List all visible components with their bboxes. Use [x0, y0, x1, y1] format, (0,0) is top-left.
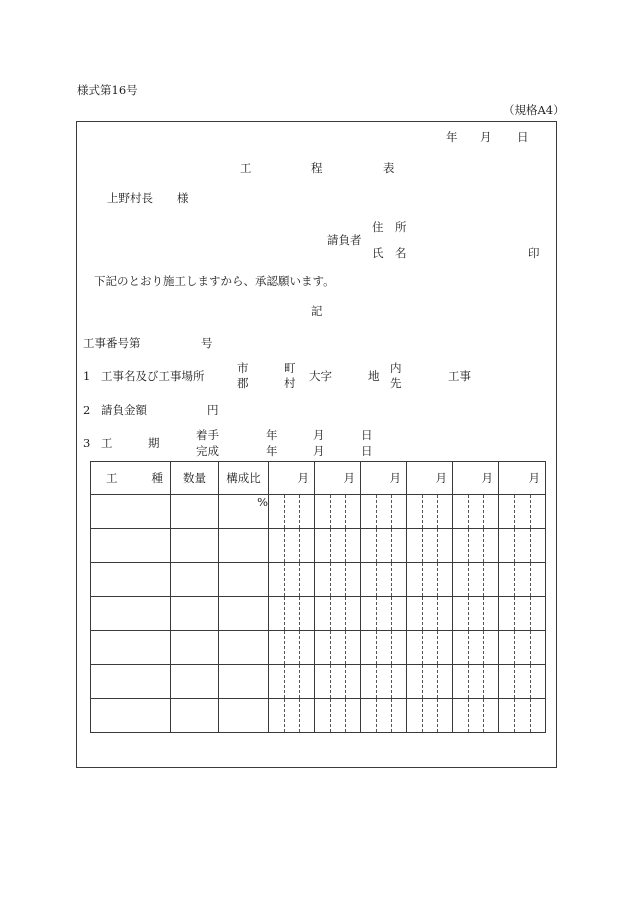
contractor-role-label: 請負者 [327, 233, 362, 247]
cell-month-5 [453, 495, 499, 529]
header-month-2: 月 [315, 462, 361, 495]
project-number-prefix: 工事番号第 [83, 336, 141, 350]
header-month-4: 月 [407, 462, 453, 495]
cell-ratio [219, 529, 269, 563]
header-ratio: 構成比 [219, 462, 269, 495]
form-number: 様式第16号 [77, 83, 138, 97]
item1-number: 1 [83, 369, 91, 383]
cell-month-1 [269, 665, 315, 699]
item3-completion-label: 完成 [196, 444, 219, 458]
header-work-type-char-1: 工 [106, 471, 118, 485]
cell-month-4 [407, 563, 453, 597]
cell-ratio [219, 699, 269, 733]
item3-label-2: 期 [148, 436, 160, 450]
cell-month-4 [407, 597, 453, 631]
cell-month-3 [361, 529, 407, 563]
cell-month-3 [361, 597, 407, 631]
cell-month-4 [407, 529, 453, 563]
cell-month-5 [453, 563, 499, 597]
item3-label-1: 工 [101, 436, 113, 450]
header-work-type-char-2: 種 [151, 471, 163, 485]
addressee-name: 上野村長 [107, 191, 153, 205]
cell-month-1 [269, 699, 315, 733]
header-month-5: 月 [453, 462, 499, 495]
cell-month-4 [407, 665, 453, 699]
cell-quantity [171, 495, 219, 529]
seal-mark: 印 [528, 246, 540, 260]
date-year-label: 年 [446, 130, 458, 144]
cell-month-2 [315, 631, 361, 665]
item1-town: 町 [284, 361, 296, 375]
cell-month-5 [453, 631, 499, 665]
cell-ratio: % [219, 495, 269, 529]
cell-month-6 [499, 665, 546, 699]
item3-completion-year: 年 [266, 444, 278, 458]
cell-month-1 [269, 529, 315, 563]
addressee-honorific: 様 [177, 191, 189, 205]
cell-month-6 [499, 699, 546, 733]
cell-quantity [171, 529, 219, 563]
project-number-suffix: 号 [201, 336, 213, 350]
page-title-char-1: 工 [240, 161, 252, 175]
item1-uchi: 内 [390, 361, 402, 375]
intro-text: 下記のとおり施工しますから、承認願います。 [94, 274, 335, 288]
cell-month-6 [499, 563, 546, 597]
cell-month-2 [315, 529, 361, 563]
item3-start-label: 着手 [196, 428, 219, 442]
item3-start-year: 年 [266, 428, 278, 442]
item2-yen: 円 [207, 403, 219, 417]
cell-month-1 [269, 631, 315, 665]
cell-month-3 [361, 631, 407, 665]
table-row [91, 665, 546, 699]
table-row [91, 699, 546, 733]
table-row [91, 563, 546, 597]
cell-work-type [91, 699, 171, 733]
contractor-address-label: 住 所 [372, 220, 407, 234]
cell-month-1 [269, 597, 315, 631]
cell-month-3 [361, 665, 407, 699]
table-row [91, 529, 546, 563]
item1-saki: 先 [390, 376, 402, 390]
cell-month-6 [499, 529, 546, 563]
cell-month-1 [269, 563, 315, 597]
item3-completion-day: 日 [361, 444, 373, 458]
header-quantity: 数量 [171, 462, 219, 495]
date-month-label: 月 [480, 130, 492, 144]
cell-quantity [171, 699, 219, 733]
cell-month-2 [315, 495, 361, 529]
cell-work-type [91, 665, 171, 699]
header-month-1: 月 [269, 462, 315, 495]
cell-month-3 [361, 563, 407, 597]
cell-month-4 [407, 631, 453, 665]
item1-village: 村 [284, 376, 296, 390]
cell-work-type [91, 529, 171, 563]
item3-completion-month: 月 [313, 444, 325, 458]
cell-quantity [171, 597, 219, 631]
page-title-char-2: 程 [311, 161, 323, 175]
table-row [91, 495, 546, 529]
ki-heading: 記 [311, 304, 323, 318]
item1-work: 工事 [448, 369, 471, 383]
header-month-3: 月 [361, 462, 407, 495]
cell-month-5 [453, 597, 499, 631]
cell-month-6 [499, 597, 546, 631]
date-day-label: 日 [517, 130, 529, 144]
cell-month-2 [315, 665, 361, 699]
item3-number: 3 [83, 436, 91, 450]
item1-chi: 地 [368, 369, 380, 383]
cell-ratio [219, 597, 269, 631]
cell-ratio [219, 563, 269, 597]
cell-month-2 [315, 563, 361, 597]
paper-size-note: （規格A4） [503, 103, 565, 117]
item3-start-month: 月 [313, 428, 325, 442]
table-body [91, 495, 546, 733]
table-header-row [91, 462, 546, 495]
cell-work-type [91, 495, 171, 529]
cell-month-4 [407, 699, 453, 733]
cell-month-4 [407, 495, 453, 529]
table-row [91, 631, 546, 665]
cell-month-1 [269, 495, 315, 529]
contractor-name-label: 氏 名 [372, 246, 407, 260]
cell-work-type [91, 631, 171, 665]
header-work-type [91, 462, 171, 495]
cell-month-2 [315, 597, 361, 631]
cell-month-3 [361, 495, 407, 529]
cell-quantity [171, 631, 219, 665]
table-row [91, 597, 546, 631]
cell-month-5 [453, 665, 499, 699]
item1-oaza: 大字 [309, 369, 332, 383]
header-month-6: 月 [499, 462, 546, 495]
item3-start-day: 日 [361, 428, 373, 442]
cell-work-type [91, 597, 171, 631]
cell-month-5 [453, 529, 499, 563]
cell-month-5 [453, 699, 499, 733]
item1-county: 郡 [237, 376, 249, 390]
item2-label: 請負金額 [101, 403, 147, 417]
cell-quantity [171, 563, 219, 597]
cell-month-2 [315, 699, 361, 733]
cell-month-6 [499, 495, 546, 529]
item1-city: 市 [237, 361, 249, 375]
item2-number: 2 [83, 403, 91, 417]
item1-label: 工事名及び工事場所 [101, 369, 205, 383]
cell-work-type [91, 563, 171, 597]
cell-ratio [219, 631, 269, 665]
cell-month-6 [499, 631, 546, 665]
schedule-table [90, 461, 546, 733]
cell-month-3 [361, 699, 407, 733]
cell-ratio [219, 665, 269, 699]
page-title-char-3: 表 [383, 161, 395, 175]
cell-quantity [171, 665, 219, 699]
